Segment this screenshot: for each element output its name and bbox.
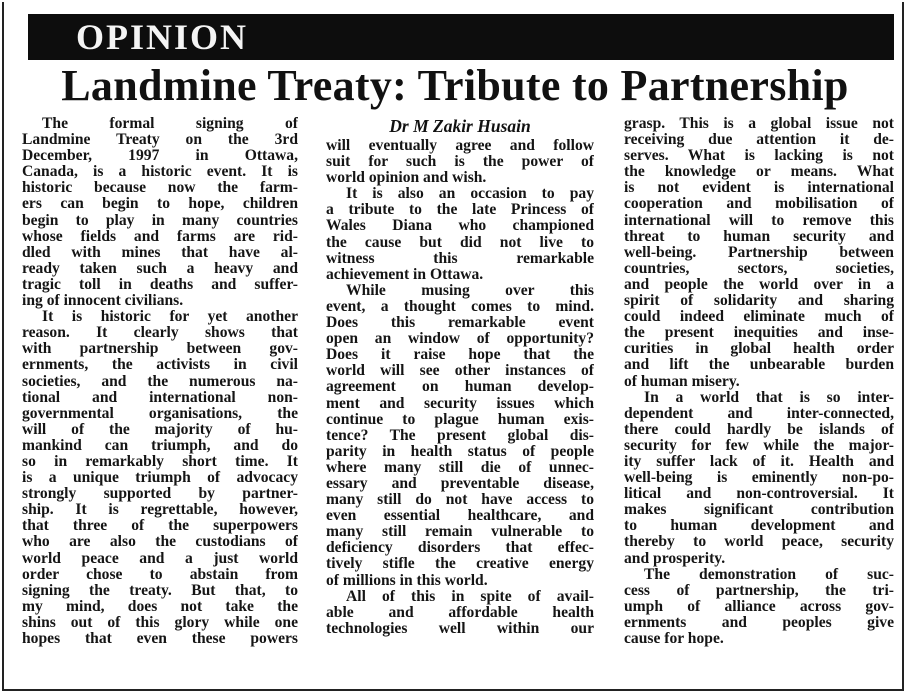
article-line: While musing over this <box>346 282 594 299</box>
newspaper-clipping <box>2 2 904 691</box>
article-line: The demonstration of suc- <box>644 566 894 583</box>
article-line: All of this in spite of avail- <box>346 588 594 605</box>
article-line: Does this remarkable event <box>326 315 594 332</box>
article-line: there could hardly be islands of <box>624 421 894 438</box>
article-line: will of the majority of hu- <box>22 421 298 438</box>
article-line: witness this remarkable <box>326 250 594 267</box>
article-line: ernments and peoples give <box>624 614 894 631</box>
article-line: my mind, does not take the <box>22 598 298 615</box>
article-line: cause for hope. <box>624 631 724 647</box>
article-line: Canada, is a historic event. It is <box>22 164 298 181</box>
article-line: a tribute to the late Princess of <box>326 202 594 219</box>
section-banner <box>28 14 894 60</box>
article-line: tence? The present global dis- <box>326 427 594 444</box>
article-line: Does it raise hope that the <box>326 347 594 364</box>
article-line: begin to play in many countries <box>22 212 298 229</box>
article-line: shins out of this glory while one <box>22 614 298 631</box>
article-line: December, 1997 in Ottawa, <box>22 148 298 165</box>
article-line: ers can begin to hope, children <box>22 196 298 213</box>
article-line: and lift the unbearable burden <box>624 357 894 374</box>
article-line: is not evident is international <box>624 180 894 197</box>
article-line: will eventually agree and follow <box>326 138 594 154</box>
article-line: event, a thought comes to mind. <box>326 298 594 315</box>
article-line: ernments, the activists in civil <box>22 357 298 374</box>
article-line: security for few while the major- <box>624 437 894 454</box>
article-line: tional and international non- <box>22 389 298 406</box>
article-line: achievement in Ottawa. <box>326 266 484 283</box>
article-line: ity suffer lack of it. Health and <box>624 453 894 470</box>
byline: Dr M Zakir Husain <box>389 116 531 136</box>
article-line: is a unique triumph of advocacy <box>22 470 298 487</box>
article-headline: Landmine Treaty: Tribute to Partnership <box>61 61 849 110</box>
article-line: agreement on human develop- <box>326 379 594 396</box>
article-line: of human misery. <box>624 373 740 390</box>
article-line: technologies well within our <box>326 620 594 637</box>
article-line: essary and preventable disease, <box>326 475 594 492</box>
article-line: Landmine Treaty on the 3rd <box>22 132 298 149</box>
article-line: the knowledge or means. What <box>624 164 894 181</box>
article-line: with partnership between gov- <box>22 341 298 358</box>
article-line: and prosperity. <box>624 550 726 567</box>
article-line: many still do not have access to <box>326 492 594 509</box>
article-line: who are also the custodians of <box>22 534 298 551</box>
article-line: Wales Diana who championed <box>326 218 594 235</box>
article-line: It is also an occasion to pay <box>346 186 594 203</box>
article-line: deficiency disorders that effec- <box>326 540 594 557</box>
article-line: could indeed eliminate much of <box>624 309 894 326</box>
article-line: threat to human security and <box>624 228 894 245</box>
article-line: where many still die of unnec- <box>326 459 594 476</box>
article-line: even essential healthcare, and <box>326 508 594 525</box>
article-line: suit for such is the power of <box>326 154 594 171</box>
article-line: strongly supported by partner- <box>22 486 298 503</box>
article-line: world will see other instances of <box>326 363 594 380</box>
article-line: societies, and the numerous na- <box>22 373 298 390</box>
article-line: The formal signing of <box>42 116 298 132</box>
article-line: litical and non-controversial. It <box>624 486 894 503</box>
article-line: and people the world over in a <box>624 276 894 293</box>
article-line: whose fields and farms are rid- <box>22 228 298 245</box>
article-line: cooperation and mobilisation of <box>624 196 894 213</box>
article-line: international will to remove this <box>624 212 894 229</box>
article-line: well-being. Partnership between <box>624 244 894 261</box>
article-line: of millions in this world. <box>326 572 488 589</box>
article-line: well-being is eminently non-po- <box>624 470 894 487</box>
article-line: world opinion and wish. <box>326 170 487 187</box>
article-line: umph of alliance across gov- <box>624 598 894 615</box>
article-column-2 <box>326 116 594 637</box>
article-line: signing the treaty. But that, to <box>22 582 298 599</box>
article-column-3 <box>624 116 894 647</box>
article-line: tively stifle the creative energy <box>326 556 594 573</box>
article-line: ing of innocent civilians. <box>22 293 184 310</box>
article-line: open an window of opportunity? <box>326 331 594 348</box>
article-line: able and affordable health <box>326 604 594 621</box>
article-line: that three of the superpowers <box>22 518 298 535</box>
article-line: It is historic for yet another <box>42 309 298 326</box>
article-column-1 <box>22 116 298 647</box>
article-line: thereby to world peace, security <box>624 534 894 551</box>
article-line: governmental organisations, the <box>22 405 298 422</box>
article-line: curities in global health order <box>624 341 894 358</box>
article-line: dled with mines that have al- <box>22 244 298 261</box>
article-line: historic because now the farm- <box>22 180 298 197</box>
article-line: spirit of solidarity and sharing <box>624 293 894 310</box>
article-line: grasp. This is a global issue not <box>624 116 894 132</box>
article-line: tragic toll in deaths and suffer- <box>22 276 298 293</box>
article-line: order chose to abstain from <box>22 566 298 583</box>
article-line: continue to plague human exis- <box>326 411 594 428</box>
article-line: many still remain vulnerable to <box>326 524 594 541</box>
article-line: so in remarkably short time. It <box>22 453 298 470</box>
article-line: ready taken such a heavy and <box>22 260 298 277</box>
article-line: In a world that is so inter- <box>644 389 894 406</box>
article-line: world peace and a just world <box>22 550 298 567</box>
article-line: the present inequities and inse- <box>624 325 894 342</box>
article-line: mankind can triumph, and do <box>22 437 298 454</box>
article-line: cess of partnership, the tri- <box>624 582 894 599</box>
article-line: ment and security issues which <box>326 395 594 412</box>
article-line: serves. What is lacking is not <box>624 148 894 165</box>
article-line: makes significant contribution <box>624 502 894 519</box>
article-line: hopes that even these powers <box>22 631 298 647</box>
article-line: ship. It is regrettable, however, <box>22 502 298 519</box>
article-line: parity in health status of people <box>326 443 594 460</box>
article-line: countries, sectors, societies, <box>624 260 894 277</box>
article-line: reason. It clearly shows that <box>22 325 298 342</box>
section-label: OPINION <box>76 17 249 57</box>
article-line: to human development and <box>624 518 894 535</box>
article-line: receiving due attention it de- <box>624 132 894 149</box>
article-line: dependent and inter-connected, <box>624 405 894 422</box>
article-line: the cause but did not live to <box>326 234 594 251</box>
